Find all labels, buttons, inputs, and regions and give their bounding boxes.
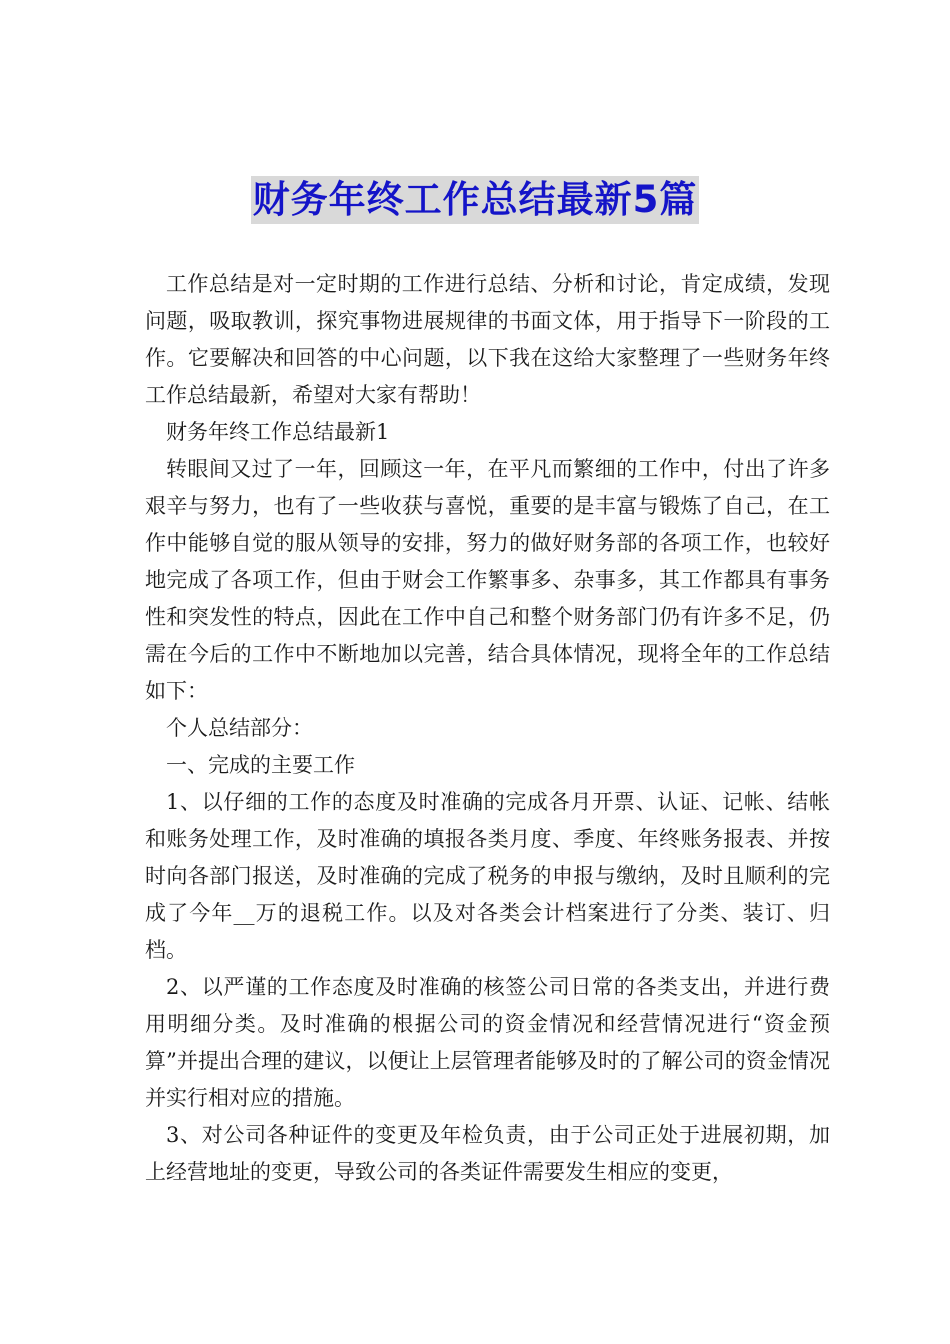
list-item: 3、对公司各种证件的变更及年检负责，由于公司正处于进展初期，加上经营地址的变更，导致公司的各类证件需要发生相应的变更，	[145, 1123, 830, 1184]
list-item: 2、以严谨的工作态度及时准确的核签公司日常的各类支出，并进行费用明细分类。及时准确的根据公司的资金情况和经营情况进行“资金预算”并提出合理的建议，以便让上层管理者能够及时的了解公司的资金情况并实行相对应的措施。	[145, 975, 830, 1110]
section-heading: 财务年终工作总结最新1	[166, 420, 390, 444]
list-item: 1、以仔细的工作的态度及时准确的完成各月开票、认证、记帐、结帐和账务处理工作，及时准确的填报各类月度、季度、年终账务报表、并按时向各部门报送，及时准确的完成了税务的申报与缴纳，及时且顺利的完成了今年__万的退税工作。以及对各类会计档案进行了分类、装订、归档。	[145, 790, 830, 962]
document-body	[145, 266, 830, 1191]
subsection-heading: 个人总结部分：	[166, 716, 313, 740]
item-heading: 一、完成的主要工作	[166, 753, 355, 777]
document-title: 财务年终工作总结最新5篇	[251, 176, 700, 224]
body-paragraph: 转眼间又过了一年，回顾这一年，在平凡而繁细的工作中，付出了许多艰辛与努力，也有了一些收获与喜悦，重要的是丰富与锻炼了自己，在工作中能够自觉的服从领导的安排，努力的做好财务部的各项工作，也较好地完成了各项工作，但由于财会工作繁事多、杂事多，其工作都具有事务性和突发性的特点，因此在工作中自己和整个财务部门仍有许多不足，仍需在今后的工作中不断地加以完善，结合具体情况，现将全年的工作总结如下：	[145, 457, 830, 703]
title-container	[0, 176, 950, 224]
intro-paragraph: 工作总结是对一定时期的工作进行总结、分析和讨论，肯定成绩，发现问题，吸取教训，探究事物进展规律的书面文体，用于指导下一阶段的工作。它要解决和回答的中心问题，以下我在这给大家整理了一些财务年终工作总结最新，希望对大家有帮助！	[145, 272, 830, 407]
